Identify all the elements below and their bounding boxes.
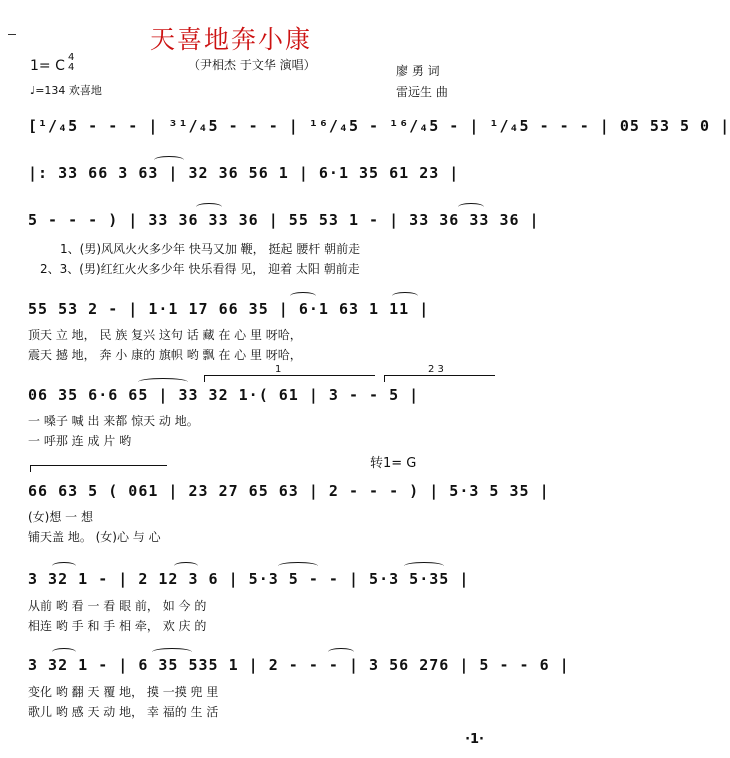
lyric-v1-line-4: 顶天 立 地， 民 族 复兴 这句 话 藏 在 心 里 呀哈，: [28, 328, 302, 342]
tempo-marking: ♩=134 欢喜地: [30, 84, 102, 97]
slur: [392, 292, 418, 300]
song-title: 天喜地奔小康: [150, 25, 313, 54]
music-line-8: [28, 652, 570, 682]
lyric-v1-line-6: (女)想 一 想: [28, 510, 93, 524]
lyric-v1-line-5: 一 嗓子 喊 出 来都 惊天 动 地。: [28, 414, 199, 428]
modulation: 转1= G: [370, 456, 417, 471]
slur: [174, 562, 198, 570]
margin-mark: [8, 34, 16, 35]
music-line-4: [28, 296, 496, 326]
slur: [152, 648, 192, 656]
lyric-v2-line-3: 2、3、(男)红红火火多少年 快乐看得 见， 迎着 太阳 朝前走: [40, 262, 360, 276]
notes-line-7: 3 32 1 - | 2 12 3 6 | 5·3 5 - - | 5·3 5·35 |: [28, 570, 470, 588]
notes-line-8: 3 32 1 - | 6 35 535 1 | 2 - - - | 3 56 276 | 5 - - 6 |: [28, 656, 570, 674]
notes-line-3: 5 - - - ) | 33 36 33 36 | 55 53 1 - | 33 36 33 36 |: [28, 211, 540, 229]
slur: [52, 562, 76, 570]
lyric-v1-line-8: 变化 哟 翻 天 覆 地， 摸 一摸 兜 里: [28, 685, 219, 699]
performers: （尹相杰 于文华 演唱）: [188, 58, 316, 72]
notes-line-5: 06 35 6·6 65 | 33 32 1·( 61 | 3 - - 5 |: [28, 386, 420, 404]
page-number: ·1·: [465, 732, 484, 747]
lyric-v2-line-4: 震天 撼 地， 奔 小 康的 旗帜 哟 飘 在 心 里 呀哈，: [28, 348, 302, 362]
music-line-5: [28, 382, 496, 412]
time-signature: [68, 53, 74, 73]
lyric-v1-line-3: 1、(男)风风火火多少年 快马又加 鞭， 挺起 腰杆 朝前走: [60, 242, 361, 256]
notes-line-4: 55 53 2 - | 1·1 17 66 35 | 6·1 63 1 11 |: [28, 300, 430, 318]
lyric-v1-line-7: 从前 哟 看 一 看 眼 前， 如 今 的: [28, 599, 207, 613]
music-line-3: [28, 207, 540, 237]
volta-2-label: 2 3: [428, 364, 444, 375]
lyric-v2-line-5: 一 呼那 连 成 片 哟: [28, 434, 132, 448]
volta-line: [30, 465, 167, 472]
slur: [278, 562, 318, 570]
slur: [154, 156, 184, 164]
music-line-6: [28, 478, 550, 508]
lyricist: 廖 勇 词: [396, 64, 440, 78]
slur: [52, 648, 76, 656]
slur: [196, 203, 222, 211]
slur: [404, 562, 444, 570]
lyric-v2-line-7: 相连 哟 手 和 手 相 牵， 欢 庆 的: [28, 619, 207, 633]
lyric-v2-line-6: 铺天盖 地。 (女)心 与 心: [28, 530, 161, 544]
volta-1-label: 1: [275, 364, 282, 375]
music-line-2: [28, 160, 496, 190]
notes-line-1: [¹/₄5 - - - | ³¹/₄5 - - - | ¹⁶/₄5 - ¹⁶/₄5 - | ¹/₄5 - - - | 05 53 5 0 |: [28, 117, 730, 135]
lyric-v2-line-8: 歌儿 哟 感 天 动 地， 幸 福的 生 活: [28, 705, 219, 719]
time-bottom: 4: [68, 62, 75, 73]
slur: [458, 203, 484, 211]
notes-line-2: |: 33 66 3 63 | 32 36 56 1 | 6·1 35 61 23 |: [28, 164, 460, 182]
music-line-1: [28, 113, 730, 143]
composer: 雷远生 曲: [396, 85, 448, 99]
slur: [290, 292, 316, 300]
music-line-7: [28, 566, 496, 596]
key-signature: 1= C: [30, 58, 65, 74]
slur: [328, 648, 354, 656]
volta-1: [204, 375, 375, 382]
time-top: 4: [68, 52, 75, 63]
slur: [138, 378, 188, 386]
notes-line-6: 66 63 5 ( 061 | 23 27 65 63 | 2 - - - ) | 5·3 5 35 |: [28, 482, 550, 500]
volta-2: [384, 375, 495, 382]
